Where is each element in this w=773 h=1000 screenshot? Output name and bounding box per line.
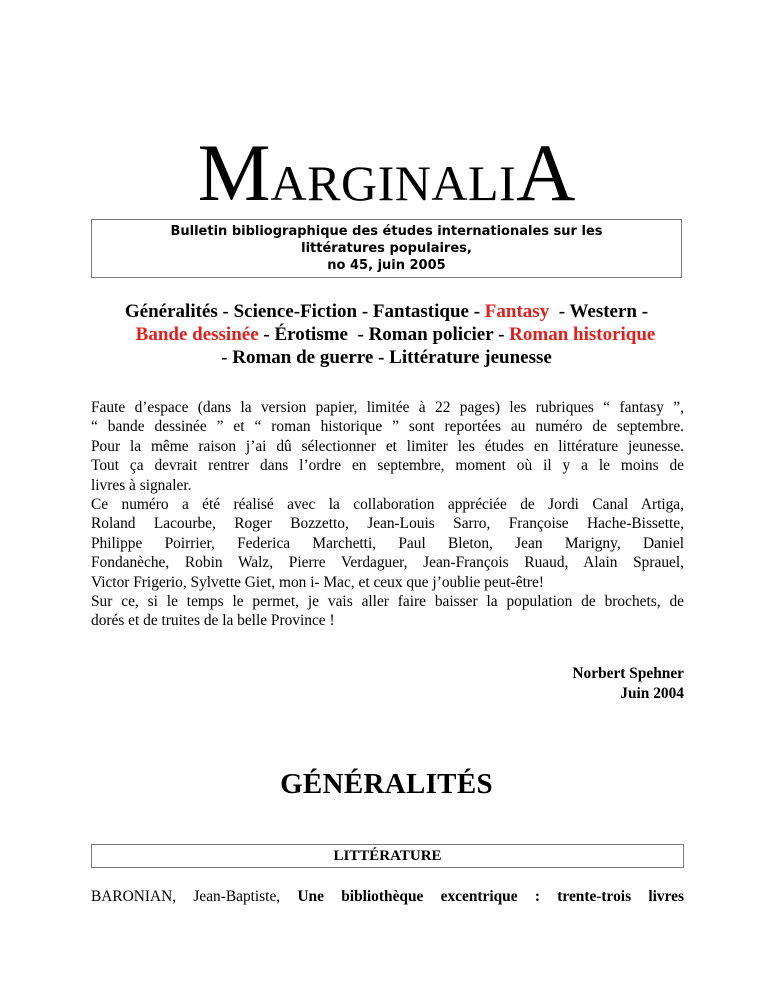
- rubrique-science-fiction: Science-Fiction: [233, 301, 358, 322]
- rubrique-separator: -: [263, 324, 270, 345]
- rubrique-separator: -: [641, 301, 649, 322]
- subtitle-line-3: no 45, juin 2005: [327, 258, 446, 273]
- rubrique-roman-historique: Roman historique: [509, 324, 656, 345]
- rubrique-separator: -: [221, 347, 228, 368]
- subtitle-line-2: littératures populaires,: [301, 241, 472, 256]
- entry-title: Une bibliothèque excentrique : trente-trois livres: [297, 888, 684, 905]
- intro-line: Roland Lacourbe, Roger Bozzetto, Jean-Louis Sarro, Françoise Hache-Bissette,: [91, 515, 684, 533]
- intro-line: dorés et de truites de la belle Province !: [91, 612, 335, 630]
- intro-line: “ bande dessinée ” et “ roman historique ” sont reportées au numéro de septembre.: [91, 418, 684, 436]
- subtitle-box: [91, 219, 682, 278]
- entry-author: BARONIAN, Jean-Baptiste,: [91, 888, 281, 905]
- intro-paragraph: [91, 398, 684, 631]
- rubrique-fantasy: Fantasy: [484, 301, 550, 322]
- rubrique-western: Western: [569, 301, 637, 322]
- intro-line: Fondanèche, Robin Walz, Pierre Verdaguer, Jean-François Ruaud, Alain Sprauel,: [91, 554, 684, 572]
- masthead-final: A: [516, 127, 576, 218]
- intro-line: livres à signaler.: [91, 476, 192, 494]
- rubrique-separator: -: [222, 301, 229, 322]
- intro-line: Faute d’espace (dans la version papier, limitée à 22 pages) les rubriques “ fantasy ”,: [91, 399, 684, 416]
- rubric-heading: LITTÉRATURE: [91, 844, 684, 868]
- rubrique-separator: -: [558, 301, 566, 322]
- masthead-middle: ARGINALI: [270, 155, 517, 211]
- rubrique-separator: -: [357, 324, 364, 345]
- intro-line: Tout ça devrait rentrer dans l’ordre en septembre, moment où il y a le moins de: [91, 457, 684, 475]
- rubrique-separator: -: [473, 301, 481, 322]
- rubrique-bande-dessinee: Bande dessinée: [135, 324, 259, 345]
- rubrique-separator: -: [498, 324, 505, 345]
- rubrique-roman-policier: Roman policier: [368, 324, 494, 345]
- masthead-title: [0, 127, 773, 218]
- rubrique-separator: -: [361, 301, 369, 322]
- rubriques-list: [0, 300, 773, 369]
- intro-line: Sur ce, si le temps le permet, je vais aller faire baisser la population de brochets, de: [91, 592, 684, 610]
- intro-line: Victor Frigerio, Sylvette Giet, mon i- Mac, et ceux que j’oublie peut-être!: [91, 573, 544, 591]
- signature-name: Norbert Spehner: [572, 665, 684, 682]
- signature-date: Juin 2004: [620, 685, 684, 702]
- rubrique-roman-de-guerre: Roman de guerre: [232, 347, 374, 368]
- masthead-initial: M: [197, 127, 271, 218]
- rubriques-line-3: [0, 346, 773, 369]
- section-title: GÉNÉRALITÉS: [280, 768, 493, 800]
- rubrique-litterature-jeunesse: Littérature jeunesse: [389, 347, 552, 368]
- rubrique-erotisme: Érotisme: [274, 324, 348, 345]
- intro-line: Pour la même raison j’ai dû sélectionner et limiter les études en littérature jeunesse.: [91, 437, 684, 455]
- rubriques-line-2: [0, 323, 773, 346]
- rubriques-line-1: [0, 300, 773, 323]
- rubrique-fantastique: Fantastique: [372, 301, 469, 322]
- rubrique-separator: -: [378, 347, 385, 368]
- signature-block: [91, 664, 684, 704]
- intro-line: Ce numéro a été réalisé avec la collaboration appréciée de Jordi Canal Artiga,: [91, 495, 684, 513]
- rubrique-generalites: Généralités: [124, 301, 218, 322]
- bibliography-entry: [91, 887, 684, 907]
- subtitle-line-1: Bulletin bibliographique des études internationales sur les: [170, 224, 603, 239]
- intro-line: Philippe Poirrier, Federica Marchetti, Paul Bleton, Jean Marigny, Daniel: [91, 534, 684, 552]
